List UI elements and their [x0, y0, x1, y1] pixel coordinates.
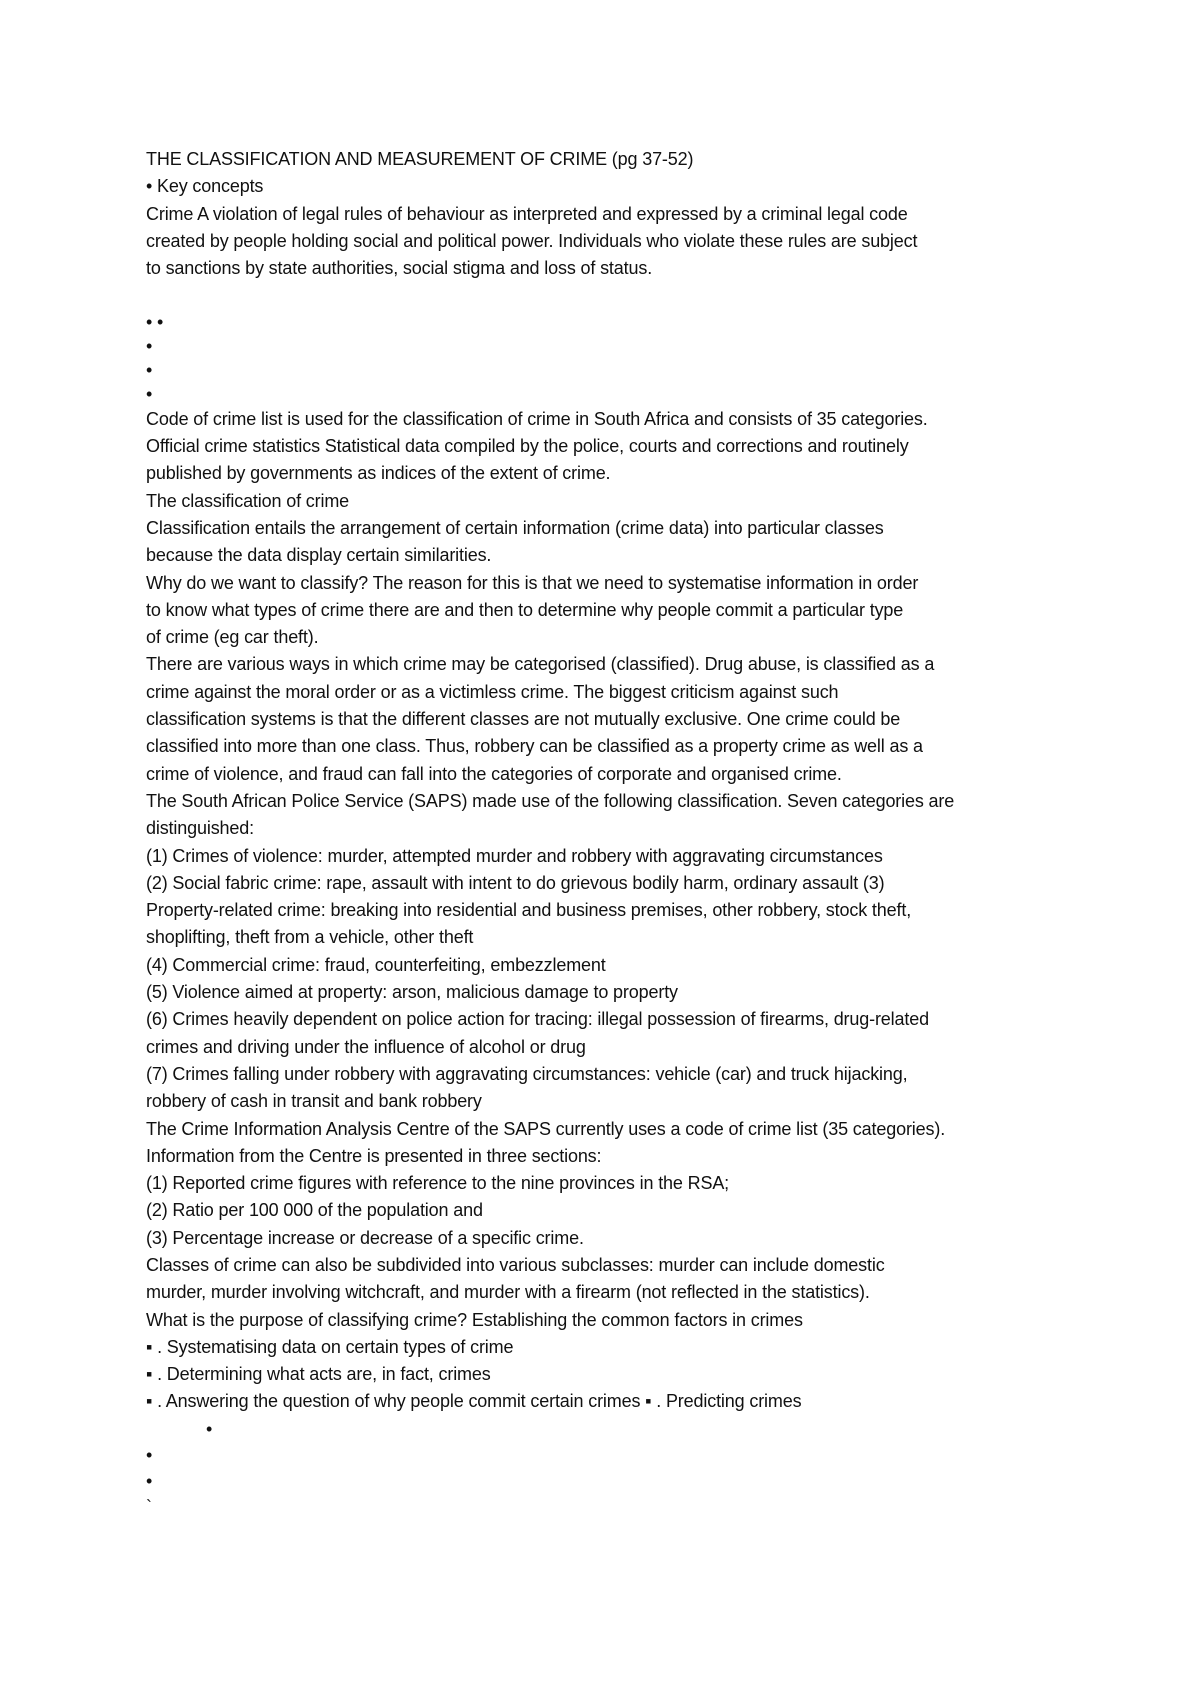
body-line: crime against the moral order or as a victimless crime. The biggest criticism against such [146, 681, 839, 702]
body-line: murder, murder involving witchcraft, and murder with a firearm (not reflected in the statistics). [146, 1282, 870, 1303]
body-line: There are various ways in which crime may be categorised (classified). Drug abuse, is classified as a [146, 654, 935, 675]
body-line: Classification entails the arrangement of certain information (crime data) into particular classes [146, 517, 884, 538]
body-line: Why do we want to classify? The reason for this is that we need to systematise information in order [146, 572, 919, 593]
crime-definition-line: created by people holding social and political power. Individuals who violate these rules are subject [146, 230, 918, 251]
section-heading: The classification of crime [146, 490, 350, 511]
body-line: classified into more than one class. Thus, robbery can be classified as a property crime as well as a [146, 736, 923, 757]
body-line: What is the purpose of classifying crime? Establishing the common factors in crimes [146, 1309, 803, 1330]
list-item: (7) Crimes falling under robbery with aggravating circumstances: vehicle (car) and truck hijacking, [146, 1063, 908, 1084]
body-line: distinguished: [146, 818, 254, 839]
bullet-marker: • [206, 1418, 213, 1439]
bullet-marker: • [146, 359, 153, 380]
body-line: The South African Police Service (SAPS) made use of the following classification. Seven categories are [146, 790, 955, 811]
body-line: Classes of crime can also be subdivided into various subclasses: murder can include domestic [146, 1254, 885, 1275]
list-item: shoplifting, theft from a vehicle, other theft [146, 927, 474, 948]
key-concepts-heading: • Key concepts [146, 176, 264, 197]
list-item: (5) Violence aimed at property: arson, malicious damage to property [146, 982, 678, 1003]
list-item: (4) Commercial crime: fraud, counterfeiting, embezzlement [146, 954, 606, 975]
body-line: Official crime statistics Statistical data compiled by the police, courts and corrections and routinely [146, 436, 909, 457]
list-item: (6) Crimes heavily dependent on police action for tracing: illegal possession of firearms, drug-related [146, 1009, 929, 1030]
list-item: (1) Crimes of violence: murder, attempted murder and robbery with aggravating circumstances [146, 845, 883, 866]
bullet-marker: • [146, 383, 153, 404]
list-item: (1) Reported crime figures with reference to the nine provinces in the RSA; [146, 1173, 730, 1194]
list-item: ▪ . Determining what acts are, in fact, crimes [146, 1364, 491, 1385]
bullet-marker: ` [146, 1496, 152, 1517]
document-content [146, 146, 1076, 1520]
body-line: because the data display certain similarities. [146, 545, 492, 566]
list-item: ▪ . Systematising data on certain types of crime [146, 1336, 514, 1357]
body-line: Code of crime list is used for the classification of crime in South Africa and consists of 35 categories. [146, 408, 928, 429]
body-line: The Crime Information Analysis Centre of the SAPS currently uses a code of crime list (35 categories). [146, 1118, 946, 1139]
crime-definition-line: Crime A violation of legal rules of behaviour as interpreted and expressed by a criminal legal code [146, 203, 908, 224]
spacer [146, 282, 1076, 309]
list-item: ▪ . Answering the question of why people commit certain crimes ▪ . Predicting crimes [146, 1391, 802, 1412]
list-item: (3) Percentage increase or decrease of a specific crime. [146, 1227, 584, 1248]
body-line: of crime (eg car theft). [146, 627, 319, 648]
body-line: classification systems is that the different classes are not mutually exclusive. One crime could be [146, 709, 901, 730]
bullet-marker: • [146, 1470, 153, 1491]
bullet-marker: • • [146, 311, 164, 332]
list-item: (2) Ratio per 100 000 of the population and [146, 1200, 483, 1221]
body-line: to know what types of crime there are and then to determine why people commit a particular type [146, 599, 904, 620]
crime-definition-line: to sanctions by state authorities, social stigma and loss of status. [146, 258, 653, 279]
list-item: crimes and driving under the influence of alcohol or drug [146, 1036, 586, 1057]
list-item: robbery of cash in transit and bank robbery [146, 1091, 482, 1112]
list-item: Property-related crime: breaking into residential and business premises, other robbery, stock theft, [146, 900, 912, 921]
body-line: published by governments as indices of the extent of crime. [146, 463, 611, 484]
document-title: THE CLASSIFICATION AND MEASUREMENT OF CRIME (pg 37-52) [146, 149, 694, 169]
bullet-marker: • [146, 335, 153, 356]
bullet-marker: • [146, 1444, 153, 1465]
body-line: crime of violence, and fraud can fall into the categories of corporate and organised crime. [146, 763, 842, 784]
body-line: Information from the Centre is presented in three sections: [146, 1145, 602, 1166]
list-item: (2) Social fabric crime: rape, assault with intent to do grievous bodily harm, ordinary assault (3) [146, 872, 885, 893]
